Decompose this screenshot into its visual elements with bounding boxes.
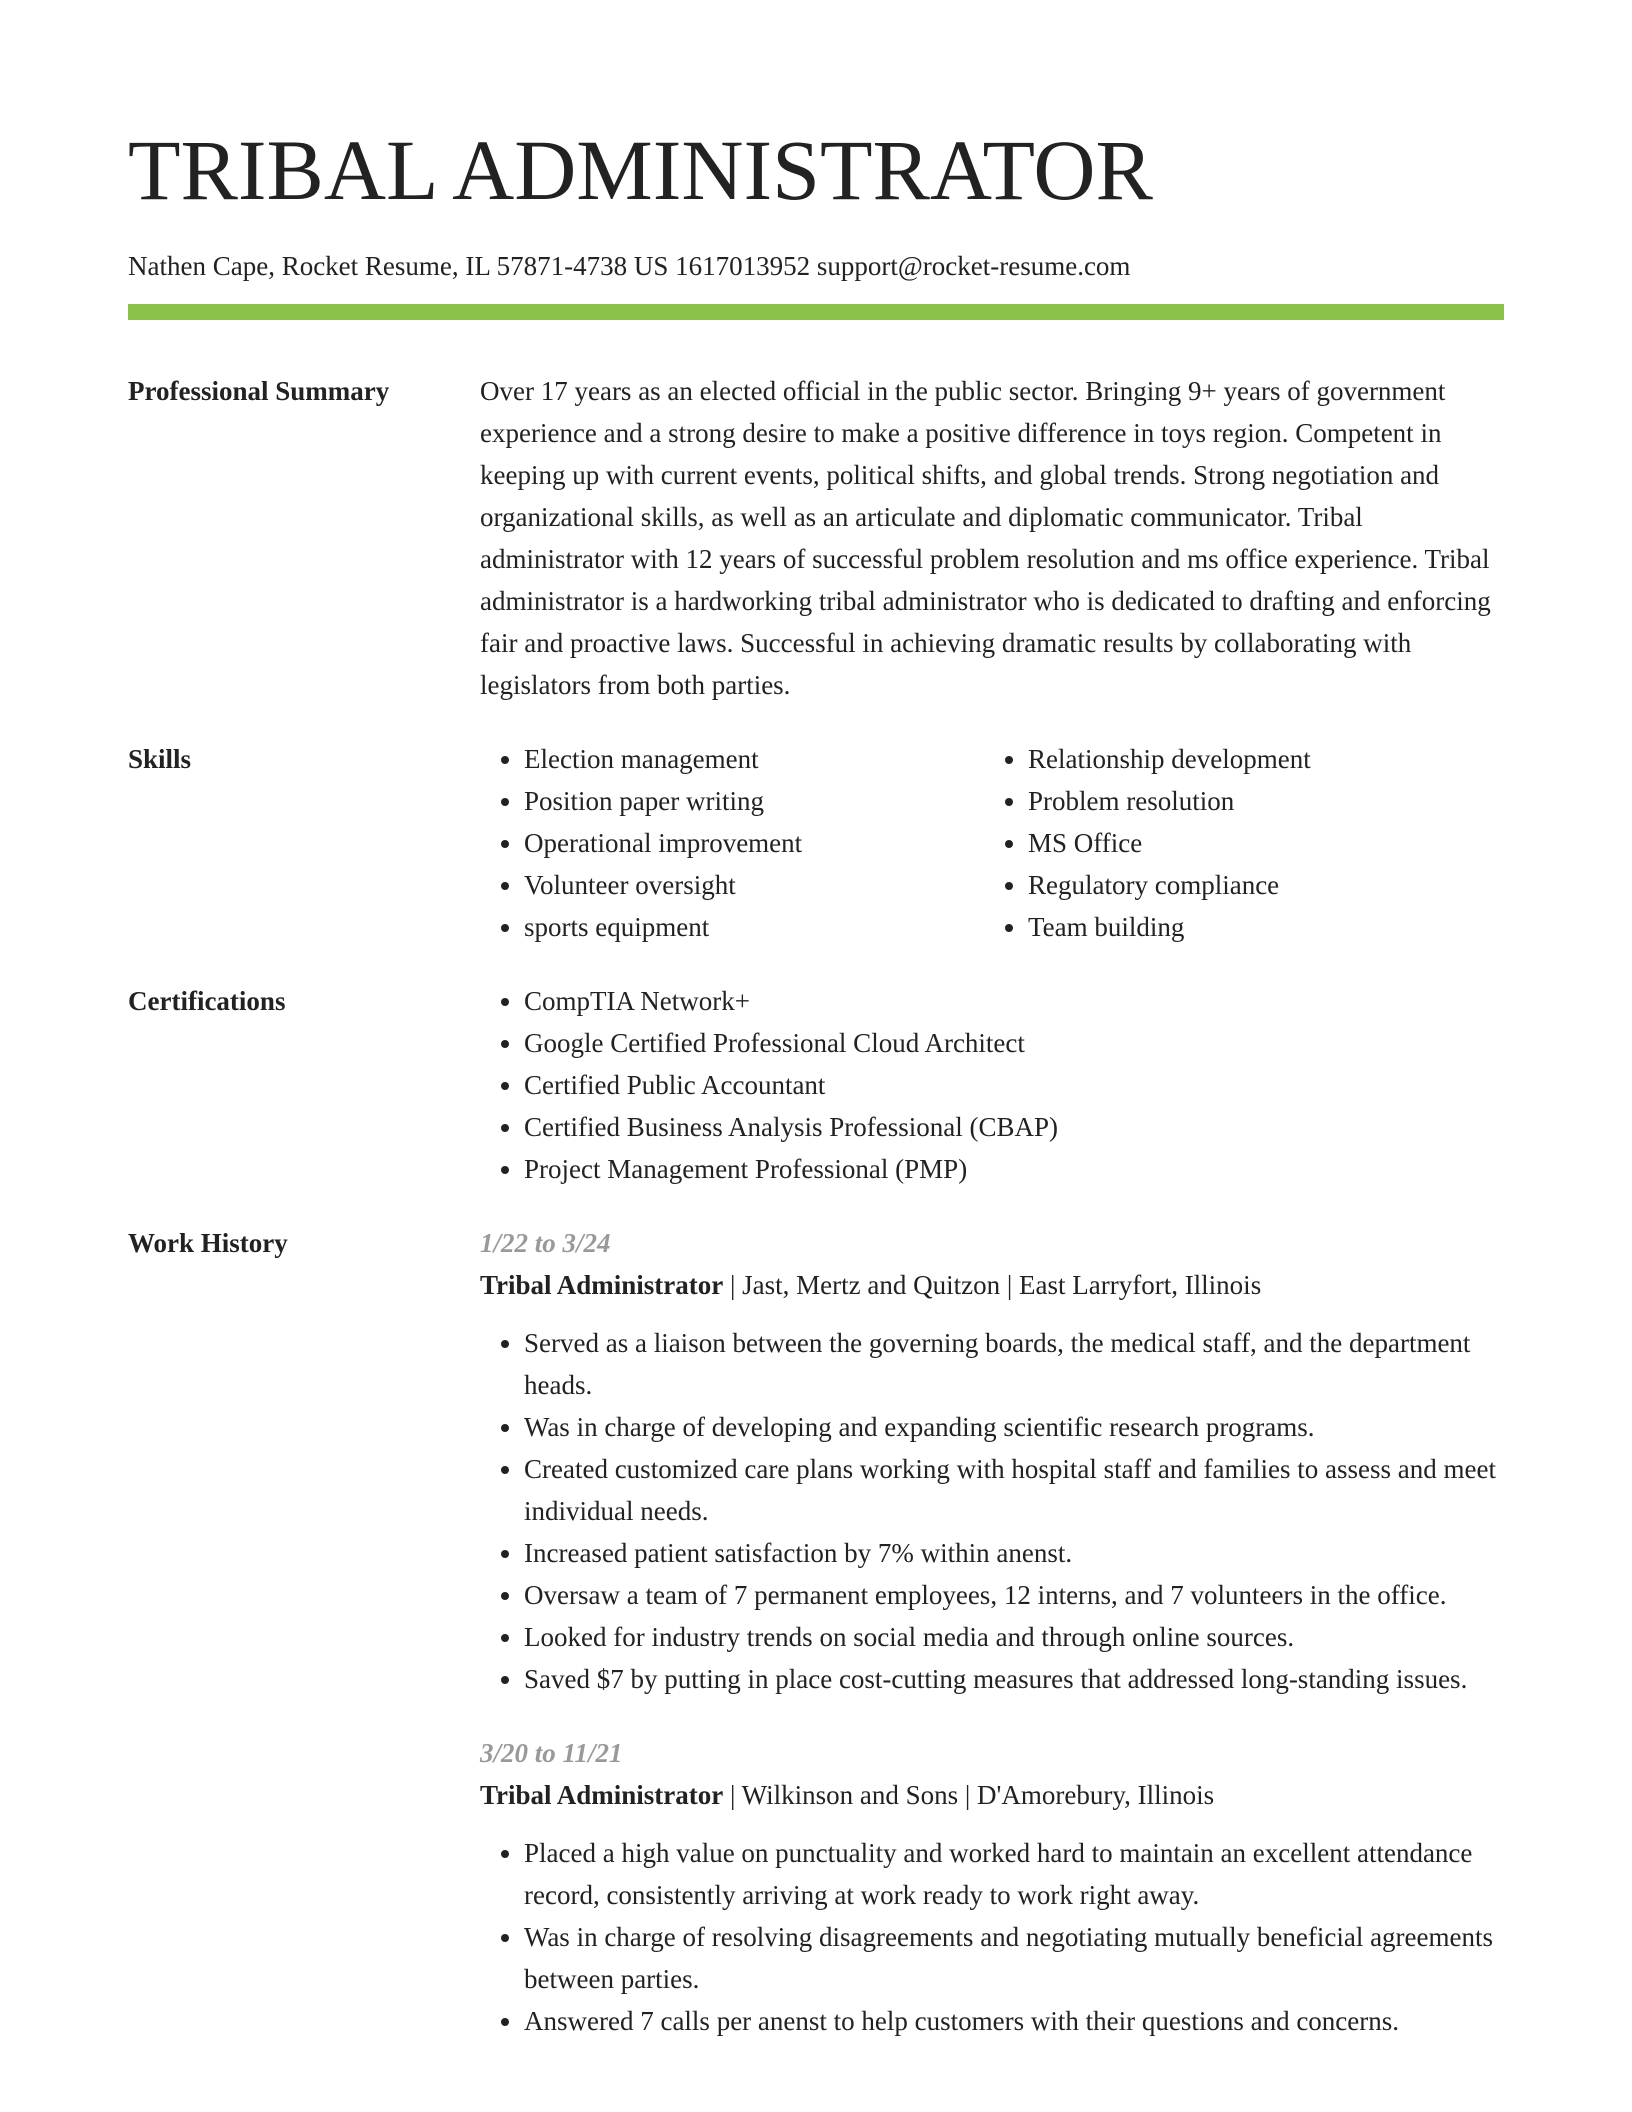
skills-heading: Skills (128, 744, 192, 774)
work-history-heading: Work History (128, 1228, 288, 1258)
contact-email: support@rocket-resume.com (816, 251, 1131, 281)
skill-item: • sports equipment (524, 906, 984, 948)
job-dates: 1/22 to 3/24 (480, 1228, 611, 1258)
job-bullet: • Answered 7 calls per anenst to help customers with their questions and concerns. (524, 2000, 1504, 2042)
work-history-body (480, 1222, 1504, 2042)
job-bullet: • Looked for industry trends on social media and through online sources. (524, 1616, 1504, 1658)
summary-section (128, 370, 1504, 706)
job-bullet: • Saved $7 by putting in place cost-cutting measures that addressed long-standing issues. (524, 1658, 1504, 1700)
certification-item: • Certified Public Accountant (524, 1064, 1504, 1106)
job-bullet: • Was in charge of developing and expanding scientific research programs. (524, 1406, 1504, 1448)
certifications-body (480, 980, 1504, 1190)
job-entry (480, 1222, 1504, 1700)
summary-text: Over 17 years as an elected official in the public sector. Bringing 9+ years of government experience and a strong desire to make a positive difference in toys region. Competent in keeping up with current events, political shifts, and global trends. Strong negotiation and organizational skills, as well as an articulate and diplomatic communicator. Tribal administrator with 12 years of successful problem resolution and ms office experience. Tribal administrator is a hardworking tribal administrator who is dedicated to drafting and enforcing fair and proactive laws. Successful in achieving dramatic results by collaborating with legislators from both parties. (480, 376, 1491, 700)
job-employer-location: | Jast, Mertz and Quitzon | East Larryfort, Illinois (723, 1270, 1262, 1300)
skill-item: • Election management (524, 738, 984, 780)
certifications-section (128, 980, 1504, 1190)
skills-columns (480, 738, 1504, 948)
certification-item: • Project Management Professional (PMP) (524, 1148, 1504, 1190)
job-bullet: • Increased patient satisfaction by 7% within anenst. (524, 1532, 1504, 1574)
job-bullet: • Was in charge of resolving disagreements and negotiating mutually beneficial agreements between parties. (524, 1916, 1504, 2000)
contact-line (128, 248, 1504, 284)
contact-name-address: Nathen Cape, Rocket Resume, IL 57871-4738 US (128, 251, 669, 281)
job-bullet: • Created customized care plans working with hospital staff and families to assess and meet individual needs. (524, 1448, 1504, 1532)
certifications-heading: Certifications (128, 986, 286, 1016)
job-employer-location: | Wilkinson and Sons | D'Amorebury, Illinois (723, 1780, 1215, 1810)
skills-section (128, 738, 1504, 948)
resume-title: TRIBAL ADMINISTRATOR (128, 122, 1153, 218)
certification-item: • CompTIA Network+ (524, 980, 1504, 1022)
summary-heading: Professional Summary (128, 376, 390, 406)
job-title: Tribal Administrator (480, 1270, 724, 1300)
job-entry (480, 1732, 1504, 2042)
certification-item: • Certified Business Analysis Professional (CBAP) (524, 1106, 1504, 1148)
skill-item: • Position paper writing (524, 780, 984, 822)
certifications-list (480, 980, 1504, 1190)
accent-divider (128, 304, 1504, 320)
contact-phone: 1617013952 (675, 251, 811, 281)
job-bullet-list (480, 1322, 1504, 1700)
skills-list-left (480, 738, 984, 948)
job-bullet: • Oversaw a team of 7 permanent employees, 12 interns, and 7 volunteers in the office. (524, 1574, 1504, 1616)
certification-item: • Google Certified Professional Cloud Architect (524, 1022, 1504, 1064)
job-heading (480, 1774, 1504, 1816)
work-history-section (128, 1222, 1504, 2042)
job-bullet: • Served as a liaison between the governing boards, the medical staff, and the department heads. (524, 1322, 1504, 1406)
job-title: Tribal Administrator (480, 1780, 724, 1810)
skill-item: • Regulatory compliance (1028, 864, 1488, 906)
skill-item: • Operational improvement (524, 822, 984, 864)
skill-item: • Problem resolution (1028, 780, 1488, 822)
job-dates: 3/20 to 11/21 (480, 1738, 623, 1768)
skill-item: • MS Office (1028, 822, 1488, 864)
skill-item: • Volunteer oversight (524, 864, 984, 906)
job-bullet: • Placed a high value on punctuality and worked hard to maintain an excellent attendance record, consistently arriving at work ready to work right away. (524, 1832, 1504, 1916)
skills-list-right (984, 738, 1488, 948)
skill-item: • Relationship development (1028, 738, 1488, 780)
job-heading (480, 1264, 1504, 1306)
skill-item: • Team building (1028, 906, 1488, 948)
job-bullet-list (480, 1832, 1504, 2042)
skills-body (480, 738, 1504, 948)
